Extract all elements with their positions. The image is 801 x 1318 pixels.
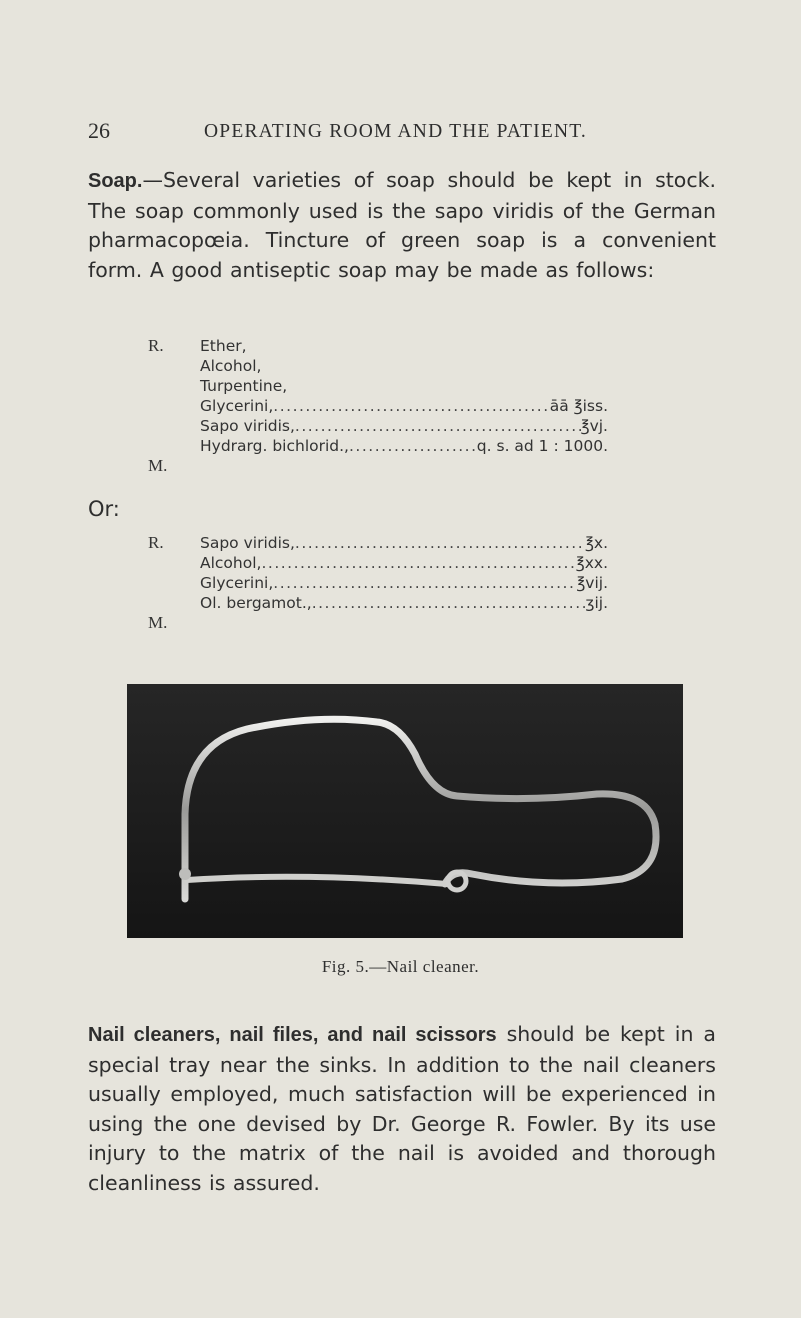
recipe-2-m-mark: M. — [148, 613, 168, 632]
or-label: Or: — [88, 497, 120, 521]
recipe-2-item-name: Alcohol, — [200, 554, 262, 572]
nail-paragraph — [88, 1020, 716, 1198]
recipe-2-item-name: Ol. bergamot., — [200, 594, 312, 612]
recipe-1-r-mark: R. — [148, 336, 164, 355]
recipe-1-item-qty: q. s. ad 1 : 1000. — [476, 437, 608, 455]
dot-leader — [273, 573, 576, 593]
recipe-1-item-name: Glycerini, — [200, 397, 274, 415]
page-number: 26 — [88, 118, 110, 143]
dot-leader — [349, 436, 477, 456]
recipe-2-item-qty: ℥xx. — [575, 554, 608, 572]
nail-text: should be kept in a special tray near the sinks. In addition to the nail cleaners usually employed, much satisfaction will be experienced in using the one devised by Dr. George R. Fowler. By its use injury to the matrix of the nail is avoided and thorough cleanliness is assured. — [88, 1022, 716, 1195]
recipe-1-item-name: Turpentine, — [200, 377, 288, 395]
recipe-2-r-mark: R. — [148, 533, 164, 552]
recipe-1-item-name: Alcohol, — [200, 357, 262, 375]
recipe-2-item-qty: ℥x. — [584, 534, 608, 552]
recipe-1-item-name: Hydrarg. bichlorid., — [200, 437, 349, 455]
dot-leader — [273, 396, 549, 416]
nail-lead: Nail cleaners, nail files, and nail scissors — [88, 1024, 497, 1046]
running-title: OPERATING ROOM AND THE PATIENT. — [204, 121, 587, 142]
nail-cleaner-photo — [127, 684, 683, 938]
running-header — [88, 118, 728, 144]
recipe-1 — [148, 336, 608, 478]
recipe-1-item-qty: ℥vj. — [580, 417, 608, 435]
dot-leader — [295, 533, 585, 553]
figure-caption: Fig. 5.—Nail cleaner. — [321, 957, 480, 976]
dot-leader — [312, 593, 586, 613]
recipe-1-item-name: Sapo viridis, — [200, 417, 295, 435]
recipe-2-item-qty: ℥vij. — [576, 574, 608, 592]
recipe-2-item-qty: ʒij. — [585, 594, 608, 612]
dot-leader — [261, 553, 575, 573]
pivot-knob — [179, 868, 191, 880]
recipe-1-m-mark: M. — [148, 456, 168, 475]
recipe-1-item-qty: āā ℥iss. — [549, 397, 608, 415]
soap-paragraph — [88, 166, 716, 285]
recipe-2-item-name: Sapo viridis, — [200, 534, 295, 552]
recipe-2-item-name: Glycerini, — [200, 574, 274, 592]
recipe-1-item-name: Ether, — [200, 337, 247, 355]
nail-cleaner-illustration — [127, 684, 683, 938]
recipe-2 — [148, 533, 608, 635]
dot-leader — [295, 416, 581, 436]
soap-text: —Several varieties of soap should be kept in stock. The soap commonly used is the sapo viridis of the German pharmacopœia. Tincture of green soap is a convenient form. A good antiseptic soap may be made as follows: — [88, 168, 716, 282]
soap-lead: Soap. — [88, 170, 143, 192]
